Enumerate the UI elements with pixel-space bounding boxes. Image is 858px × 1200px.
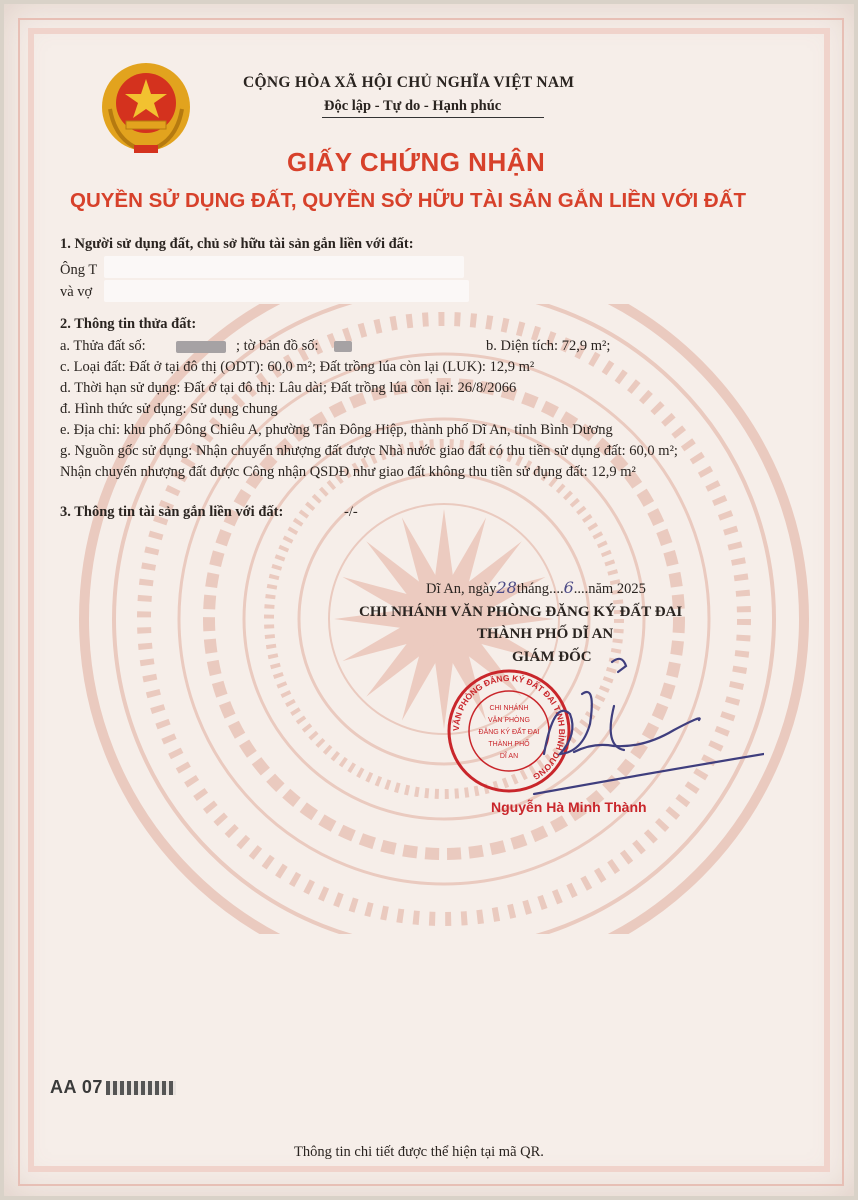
office-name-line2: THÀNH PHỐ DĨ AN (477, 626, 614, 642)
redacted-spouse-name (104, 280, 469, 302)
area-field: b. Diện tích: 72,9 m²; (486, 338, 611, 354)
signing-month: 6 (563, 578, 574, 597)
stamp-center-line: DĨ AN (499, 753, 519, 760)
certificate-title: GIẤY CHỨNG NHẬN (287, 147, 546, 177)
stamp-center-line: VĂN PHÒNG (487, 717, 531, 724)
stamp-ring-text: VĂN PHÒNG ĐĂNG KÝ ĐẤT ĐAI TỈNH BÌNH DƯƠNG (450, 672, 568, 783)
certificate-serial (50, 1077, 176, 1098)
origin-field-line2: Nhận chuyển nhượng đất được Công nhận QSDĐ như giao đất không thu tiền sử dụng đất: 12,9 m² (60, 464, 636, 480)
signer-position: GIÁM ĐỐC (512, 649, 592, 665)
stamp-center-line: ĐĂNG KÝ ĐẤT ĐAI (478, 729, 540, 736)
spouse-line: và vợ (60, 284, 93, 300)
redacted-parcel-number (176, 341, 226, 353)
usage-term-field: d. Thời hạn sử dụng: Đất ở tại đô thị: Lâu dài; Đất trồng lúa còn lại: 26/8/2066 (60, 380, 517, 396)
handwritten-signature (504, 644, 764, 804)
qr-note: Thông tin chi tiết được thể hiện tại mã QR. (294, 1144, 544, 1160)
month-label: tháng (516, 581, 550, 597)
map-sheet-label: ; tờ bản đồ số: (236, 338, 319, 354)
national-motto: Độc lập - Tự do - Hạnh phúc (324, 98, 502, 114)
address-field: e. Địa chỉ: khu phố Đông Chiêu A, phường Tân Đông Hiệp, thành phố Dĩ An, tỉnh Bình Dương (60, 422, 613, 438)
section3-heading: 3. Thông tin tài sản gắn liền với đất: (60, 504, 284, 520)
parcel-number-label: a. Thửa đất số: (60, 338, 146, 354)
redacted-serial-digits (106, 1081, 176, 1095)
motto-underline (322, 117, 544, 118)
certificate-paper (4, 4, 854, 1196)
redacted-map-sheet (334, 341, 352, 352)
serial-prefix: AA 07 (50, 1077, 103, 1097)
usage-form-field: đ. Hình thức sử dụng: Sử dụng chung (60, 401, 278, 417)
section2-heading: 2. Thông tin thửa đất: (60, 316, 197, 332)
section1-heading: 1. Người sử dụng đất, chủ sở hữu tài sản gắn liền với đất: (60, 236, 414, 252)
signer-name: Nguyễn Hà Minh Thành (491, 799, 647, 815)
signing-date: Dĩ An, ngày28tháng....6....năm 2025 (426, 578, 646, 597)
land-type-field: c. Loại đất: Đất ở tại đô thị (ODT): 60,0 m²; Đất trồng lúa còn lại (LUK): 12,9 m² (60, 359, 535, 375)
section3-value: -/- (344, 504, 358, 520)
national-title: CỘNG HÒA XÃ HỘI CHỦ NGHĨA VIỆT NAM (243, 74, 575, 91)
redacted-owner-name (104, 256, 464, 278)
owner-line: Ông T (60, 262, 98, 278)
national-emblem-icon (96, 59, 196, 159)
signing-place: Dĩ An, ngày (426, 581, 497, 597)
origin-field-line1: g. Nguồn gốc sử dụng: Nhận chuyển nhượng đất được Nhà nước giao đất có thu tiền sử dụng đất: 60,0 m²; (60, 443, 678, 459)
signing-year: năm 2025 (588, 581, 646, 597)
stamp-center-line: CHI NHÁNH (489, 705, 529, 712)
certificate-subtitle: QUYỀN SỬ DỤNG ĐẤT, QUYỀN SỞ HỮU TÀI SẢN GẮN LIỀN VỚI ĐẤT (70, 189, 747, 212)
stamp-center-line: THÀNH PHỐ (488, 741, 530, 748)
signing-day: 28 (496, 578, 517, 597)
office-name-line1: CHI NHÁNH VĂN PHÒNG ĐĂNG KÝ ĐẤT ĐAI (359, 604, 683, 620)
